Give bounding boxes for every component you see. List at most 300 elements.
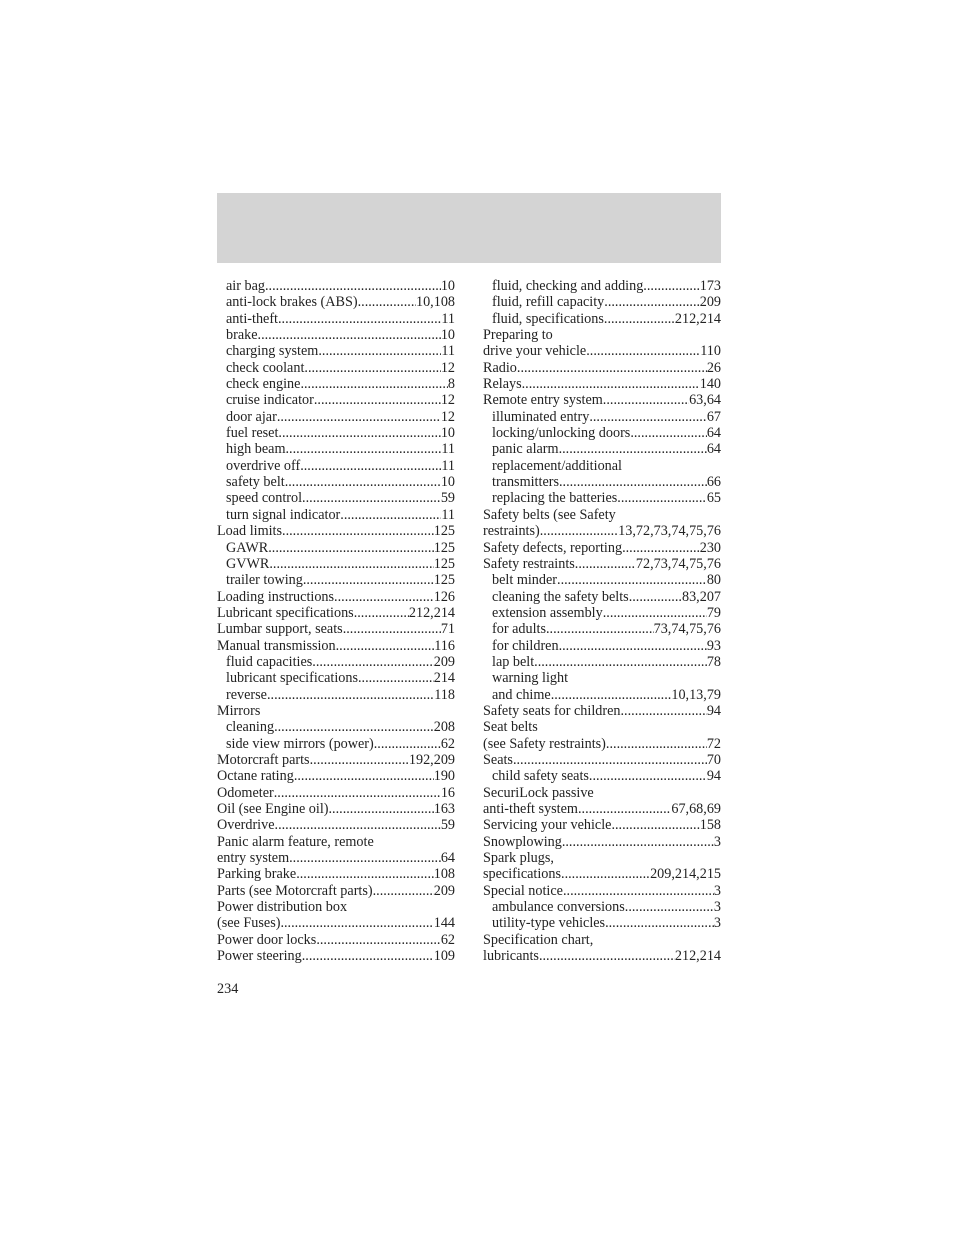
dot-leader [312, 654, 433, 670]
index-entry [483, 589, 721, 605]
index-entry [483, 736, 721, 752]
index-page-ref: 125 [433, 523, 455, 540]
index-page-ref: 62 [440, 735, 455, 752]
index-term: and chime [492, 686, 551, 703]
index-term: SecuriLock passive [483, 784, 594, 801]
index-page-ref: 212,214 [674, 948, 721, 965]
dot-leader [586, 343, 700, 359]
dot-leader [551, 687, 672, 703]
index-entry [483, 294, 721, 310]
dot-leader [265, 278, 441, 294]
index-page-ref: 140 [699, 376, 721, 393]
index-term: Special notice [483, 882, 563, 899]
index-page-ref: 118 [434, 686, 455, 703]
index-page-ref: 12 [440, 359, 455, 376]
index-term: overdrive off [226, 457, 301, 474]
index-term: Loading instructions [217, 588, 335, 605]
dot-leader [302, 948, 434, 964]
dot-leader [622, 540, 700, 556]
index-term: Servicing your vehicle [483, 817, 612, 834]
index-term: anti-lock brakes (ABS) [226, 294, 358, 311]
index-term: trailer towing [226, 572, 303, 589]
index-page-ref: 11 [441, 441, 455, 458]
index-term: Safety defects, reporting [483, 539, 623, 556]
index-entry [483, 458, 721, 474]
index-page-ref: 80 [706, 572, 721, 589]
index-entry [483, 768, 721, 784]
dot-leader [343, 621, 441, 637]
index-entry [483, 817, 721, 833]
dot-leader [303, 572, 434, 588]
dot-leader [643, 278, 699, 294]
index-term: Safety seats for children [483, 702, 621, 719]
dot-leader [274, 719, 434, 735]
index-term: for children [492, 637, 559, 654]
index-entry [217, 866, 455, 882]
index-page-ref: 11 [441, 343, 455, 360]
index-term: Overdrive [217, 817, 275, 834]
index-term: Power door locks [217, 931, 317, 948]
index-page-ref: 10 [440, 327, 455, 344]
index-entry [483, 556, 721, 572]
index-entry [483, 932, 721, 948]
index-term: Seats [483, 751, 513, 768]
index-page-ref: 65 [706, 490, 721, 507]
index-page-ref: 71 [440, 621, 455, 638]
index-entry [217, 703, 455, 719]
index-term: side view mirrors (power) [226, 735, 374, 752]
dot-leader [318, 343, 441, 359]
index-page-ref: 94 [706, 768, 721, 785]
index-term: Odometer [217, 784, 274, 801]
index-page-ref: 94 [706, 702, 721, 719]
index-entry [217, 752, 455, 768]
dot-leader [300, 458, 441, 474]
index-page-ref: 79 [706, 604, 721, 621]
index-page-ref: 12 [440, 408, 455, 425]
index-term: Octane rating [217, 768, 294, 785]
dot-leader [513, 752, 707, 768]
index-page-ref: 116 [434, 637, 455, 654]
index-entry [217, 768, 455, 784]
index-term: restraints) [483, 523, 540, 540]
index-page-ref: 64 [440, 850, 455, 867]
dot-leader [625, 899, 714, 915]
dot-leader [268, 540, 434, 556]
index-term: Seat belts [483, 719, 538, 736]
index-entry [217, 687, 455, 703]
index-page-ref: 59 [440, 490, 455, 507]
dot-leader [277, 409, 441, 425]
index-term: Power distribution box [217, 899, 348, 916]
index-page-ref: 110 [700, 343, 721, 360]
dot-leader [559, 441, 707, 457]
dot-leader [278, 311, 441, 327]
index-entry [217, 523, 455, 539]
index-term: anti-theft system [483, 801, 578, 817]
dot-leader [517, 360, 707, 376]
index-entry [483, 278, 721, 294]
dot-leader [289, 850, 441, 866]
index-entry [483, 654, 721, 670]
index-entry [483, 605, 721, 621]
index-term: fluid, refill capacity [492, 294, 605, 311]
dot-leader [617, 490, 707, 506]
dot-leader [316, 932, 441, 948]
dot-leader [559, 638, 707, 654]
dot-leader [286, 441, 442, 457]
index-term: locking/unlocking doors [492, 425, 631, 442]
index-term: Lumbar support, seats [217, 621, 343, 638]
index-term: Parts (see Motorcraft parts) [217, 882, 373, 899]
index-page-ref: 26 [706, 359, 721, 376]
index-page-ref: 64 [706, 441, 721, 458]
index-page-ref: 11 [441, 457, 455, 474]
index-term: Relays [483, 376, 522, 393]
dot-leader [546, 621, 654, 637]
index-page-ref: 67 [706, 408, 721, 425]
index-entry [483, 785, 721, 801]
index-entry [483, 343, 721, 359]
index-entry [217, 540, 455, 556]
index-term: cleaning [226, 719, 275, 736]
index-entry [483, 703, 721, 719]
index-term: transmitters [492, 474, 559, 491]
index-entry [217, 556, 455, 572]
index-term: (see Fuses) [217, 915, 281, 932]
index-term: Manual transmission [217, 637, 336, 654]
dot-leader [575, 556, 636, 572]
index-entry [217, 294, 455, 310]
index-entry [483, 948, 721, 964]
index-page-ref: 16 [440, 784, 455, 801]
index-column-right [483, 278, 721, 964]
index-entry [217, 654, 455, 670]
dot-leader [611, 817, 699, 833]
index-page-ref: 8 [447, 376, 455, 393]
index-term: ambulance conversions [492, 899, 625, 916]
dot-leader [354, 605, 409, 621]
index-term: air bag [226, 278, 265, 294]
index-term: Lubricant specifications [217, 604, 354, 621]
index-term: Oil (see Engine oil) [217, 801, 329, 817]
index-entry [217, 458, 455, 474]
index-entry [217, 817, 455, 833]
index-entry [217, 474, 455, 490]
dot-leader [314, 392, 441, 408]
index-term: GAWR [226, 539, 269, 556]
dot-leader [336, 638, 435, 654]
dot-leader [358, 670, 434, 686]
index-entry [483, 507, 721, 523]
index-term: panic alarm [492, 441, 559, 458]
index-entry [217, 915, 455, 931]
index-page-ref: 208 [433, 719, 455, 736]
index-entry [217, 441, 455, 457]
dot-leader [534, 654, 707, 670]
index-page-ref: 209 [433, 882, 455, 899]
index-entry [483, 523, 721, 539]
dot-leader [578, 801, 671, 817]
index-entry [483, 899, 721, 915]
index-entry [483, 409, 721, 425]
index-term: lubricant specifications [226, 670, 358, 687]
index-term: Panic alarm feature, remote [217, 833, 374, 850]
index-entry [217, 327, 455, 343]
index-page-ref: 10 [440, 474, 455, 491]
index-page-ref: 83,207 [681, 588, 721, 605]
index-page-ref: 11 [441, 506, 455, 523]
index-term: brake [226, 327, 258, 344]
index-page-ref: 73,74,75,76 [653, 621, 721, 638]
index-entry [217, 883, 455, 899]
dot-leader [278, 425, 440, 441]
index-term: Parking brake [217, 866, 297, 883]
index-page-ref: 125 [433, 572, 455, 589]
index-term: Snowplowing [483, 833, 562, 850]
index-entry [483, 327, 721, 343]
dot-leader [561, 866, 650, 882]
dot-leader [539, 948, 675, 964]
index-column-left [217, 278, 455, 964]
index-term: Motorcraft parts [217, 751, 310, 768]
index-page-ref: 10,108 [415, 294, 455, 311]
index-term: charging system [226, 343, 319, 360]
index-entry [483, 670, 721, 686]
index-entry [483, 572, 721, 588]
index-term: cruise indicator [226, 392, 314, 409]
dot-leader [275, 817, 441, 833]
index-entry [217, 785, 455, 801]
dot-leader [329, 801, 434, 817]
index-page-ref: 144 [433, 915, 455, 932]
index-entry [483, 801, 721, 817]
dot-leader [606, 736, 707, 752]
dot-leader [267, 687, 434, 703]
index-page-ref: 212,214 [408, 604, 455, 621]
index-term: high beam [226, 441, 286, 458]
index-term: replacement/additional [492, 457, 622, 474]
index-term: Preparing to [483, 327, 553, 344]
index-entry [483, 638, 721, 654]
index-entry [217, 932, 455, 948]
index-page-ref: 109 [433, 948, 455, 965]
index-entry [483, 834, 721, 850]
index-entry [217, 490, 455, 506]
index-entry [483, 392, 721, 408]
index-entry [217, 850, 455, 866]
index-page-ref: 11 [441, 310, 455, 327]
index-term: cleaning the safety belts [492, 588, 629, 605]
index-page-ref: 10,13,79 [671, 686, 721, 703]
index-page-ref: 108 [433, 866, 455, 883]
dot-leader [589, 409, 706, 425]
index-page-ref: 93 [706, 637, 721, 654]
index-entry [483, 915, 721, 931]
index-entry [217, 376, 455, 392]
dot-leader [310, 752, 409, 768]
index-entry [483, 687, 721, 703]
dot-leader [605, 915, 714, 931]
index-term: safety belt [226, 474, 285, 491]
index-entry [483, 474, 721, 490]
index-entry [217, 425, 455, 441]
index-term: door ajar [226, 408, 277, 425]
index-page-ref: 72 [706, 735, 721, 752]
dot-leader [334, 589, 434, 605]
index-term: lap belt [492, 653, 535, 670]
index-page-ref: 13,72,73,74,75,76 [618, 523, 721, 540]
index-term: fuel reset [226, 425, 279, 442]
index-page-ref: 62 [440, 931, 455, 948]
index-term: warning light [492, 670, 569, 687]
index-page-ref: 158 [699, 817, 721, 834]
index-page-ref: 126 [433, 588, 455, 605]
index-page-ref: 10 [440, 425, 455, 442]
index-entry [217, 834, 455, 850]
index-entry [217, 638, 455, 654]
index-term: Radio [483, 359, 517, 376]
index-page-ref: 173 [699, 278, 721, 294]
index-entry [217, 899, 455, 915]
index-page-ref: 3 [713, 899, 721, 916]
dot-leader [630, 425, 706, 441]
index-entry [483, 311, 721, 327]
index-entry [217, 719, 455, 735]
dot-leader [604, 311, 675, 327]
index-entry [217, 392, 455, 408]
index-page-ref: 63,64 [689, 392, 721, 409]
index-term: GVWR [226, 555, 270, 572]
index-term: reverse [226, 686, 267, 703]
index-entry [483, 621, 721, 637]
index-term: utility-type vehicles [492, 915, 606, 932]
index-term: lubricants [483, 948, 539, 965]
index-entry [217, 311, 455, 327]
page-number: 234 [217, 981, 239, 997]
index-page-ref: 125 [433, 539, 455, 556]
dot-leader [603, 392, 689, 408]
dot-leader [563, 883, 714, 899]
index-entry [483, 425, 721, 441]
index-page-ref: 66 [706, 474, 721, 491]
dot-leader [562, 834, 714, 850]
dot-leader [258, 327, 441, 343]
dot-leader [604, 294, 699, 310]
index-term: speed control [226, 490, 303, 507]
dot-leader [629, 589, 682, 605]
index-page-ref: 230 [699, 539, 721, 556]
index-entry [217, 278, 455, 294]
index-term: illuminated entry [492, 408, 590, 425]
dot-leader [280, 915, 433, 931]
dot-leader [374, 736, 441, 752]
index-term: for adults [492, 621, 546, 638]
index-entry [217, 343, 455, 359]
dot-leader [300, 376, 447, 392]
index-page-ref: 59 [440, 817, 455, 834]
index-term: (see Safety restraints) [483, 735, 606, 752]
dot-leader [269, 556, 433, 572]
index-term: child safety seats [492, 768, 589, 785]
index-term: Remote entry system [483, 392, 603, 409]
index-entry [483, 376, 721, 392]
index-page-ref: 209,214,215 [650, 866, 721, 883]
dot-leader [274, 785, 441, 801]
dot-leader [621, 703, 707, 719]
dot-leader [285, 474, 441, 490]
index-entry [483, 883, 721, 899]
index-term: fluid, checking and adding [492, 278, 644, 294]
index-page-ref: 214 [433, 670, 455, 687]
dot-leader [302, 490, 441, 506]
index-term: drive your vehicle [483, 343, 587, 360]
index-page-ref: 67,68,69 [671, 801, 721, 817]
dot-leader [373, 883, 434, 899]
dot-leader [282, 523, 434, 539]
dot-leader [340, 507, 441, 523]
dot-leader [589, 768, 707, 784]
index-term: check coolant [226, 359, 305, 376]
index-page-ref: 3 [713, 833, 721, 850]
index-term: replacing the batteries [492, 490, 618, 507]
index-page-ref: 163 [433, 801, 455, 817]
index-entry [217, 605, 455, 621]
index-entry [483, 360, 721, 376]
index-entry [217, 736, 455, 752]
index-term: Safety belts (see Safety [483, 506, 616, 523]
index-term: anti-theft [226, 310, 278, 327]
dot-leader [304, 360, 440, 376]
dot-leader [557, 572, 707, 588]
index-term: Safety restraints [483, 555, 575, 572]
index-entry [217, 621, 455, 637]
index-entry [217, 589, 455, 605]
dot-leader [522, 376, 700, 392]
index-page-ref: 125 [433, 555, 455, 572]
index-page-ref: 190 [433, 768, 455, 785]
index-term: extension assembly [492, 604, 603, 621]
index-entry [483, 752, 721, 768]
index-entry [217, 670, 455, 686]
index-term: check engine [226, 376, 301, 393]
index-entry [217, 409, 455, 425]
dot-leader [603, 605, 707, 621]
index-page-ref: 212,214 [674, 310, 721, 327]
index-page-ref: 72,73,74,75,76 [635, 555, 721, 572]
index-term: turn signal indicator [226, 506, 341, 523]
index-term: fluid capacities [226, 653, 313, 670]
index-entry [483, 719, 721, 735]
index-entry [483, 490, 721, 506]
index-page-ref: 192,209 [408, 751, 455, 768]
dot-leader [540, 523, 618, 539]
index-term: specifications [483, 866, 562, 883]
index-term: entry system [217, 850, 290, 867]
index-term: Load limits [217, 523, 283, 540]
index-page-ref: 70 [706, 751, 721, 768]
index-entry [483, 850, 721, 866]
index-page-ref: 64 [706, 425, 721, 442]
index-entry [217, 360, 455, 376]
index-page-ref: 209 [699, 294, 721, 311]
dot-leader [294, 768, 434, 784]
index-term: Mirrors [217, 702, 261, 719]
index-term: Power steering [217, 948, 302, 965]
index-entry [483, 441, 721, 457]
index-entry [217, 572, 455, 588]
index-entry [483, 540, 721, 556]
